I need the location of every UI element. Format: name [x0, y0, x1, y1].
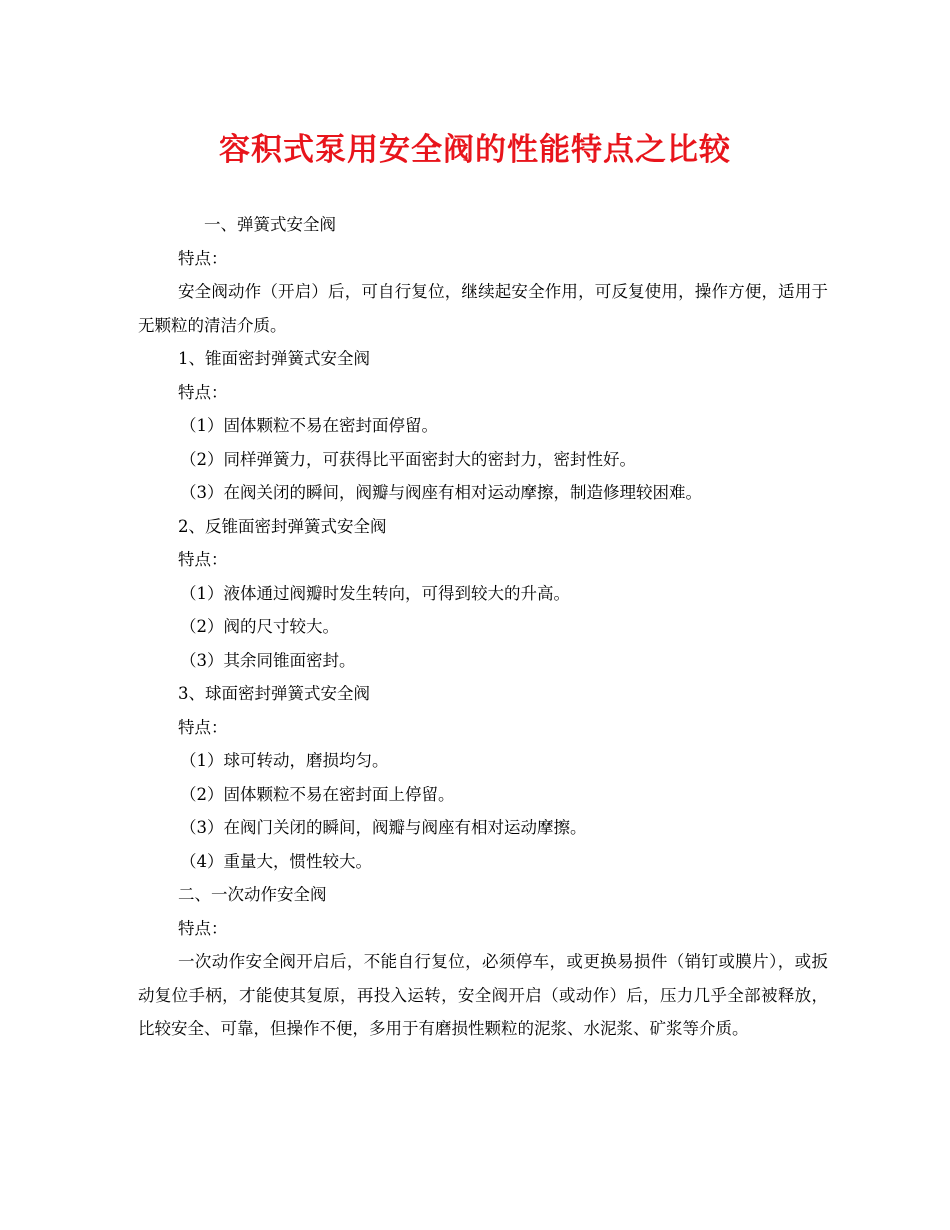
body-label: 1、锥面密封弹簧式安全阀: [178, 349, 370, 368]
body-paragraph: 一次动作安全阀开启后，不能自行复位，必须停车，或更换易损件（销钉或膜片），或扳动复位手柄，才能使其复原，再投入运转，安全阀开启（或动作）后，压力几乎全部被释放，比较安全、可靠，但操作不便，多用于有磨损性颗粒的泥浆、水泥浆、矿浆等介质。: [138, 952, 828, 1038]
list-item: （1）液体通过阀瓣时发生转向，可得到较大的升高。: [180, 583, 570, 603]
section-heading: 一、弹簧式安全阀: [204, 215, 336, 234]
document-body: [138, 208, 828, 1046]
list-item: （2）同样弹簧力，可获得比平面密封大的密封力，密封性好。: [180, 449, 636, 469]
body-label: 2、反锥面密封弹簧式安全阀: [178, 516, 387, 536]
body-label: 特点：: [178, 717, 228, 737]
list-item: （3）在阀关闭的瞬间，阀瓣与阀座有相对运动摩擦，制造修理较困难。: [180, 483, 702, 502]
list-item: （1）球可转动，磨损均匀。: [180, 751, 389, 770]
list-item: （3）其余同锥面密封。: [180, 650, 356, 670]
list-item: （1）固体颗粒不易在密封面停留。: [180, 416, 438, 435]
list-item: （3）在阀门关闭的瞬间，阀瓣与阀座有相对运动摩擦。: [180, 818, 587, 837]
document-title: 容积式泵用安全阀的性能特点之比较: [219, 132, 731, 168]
body-label: 特点：: [178, 382, 228, 402]
body-paragraph: 安全阀动作（开启）后，可自行复位，继续起安全作用，可反复使用，操作方便，适用于无颗粒的清洁介质。: [138, 282, 828, 335]
body-label: 二、一次动作安全阀: [178, 885, 327, 904]
body-label: 特点：: [178, 550, 228, 569]
list-item: （2）阀的尺寸较大。: [180, 617, 339, 636]
list-item: （2）固体颗粒不易在密封面上停留。: [180, 784, 455, 804]
body-label: 特点：: [178, 248, 228, 268]
list-item: （4）重量大，惯性较大。: [180, 851, 372, 871]
body-label: 3、球面密封弹簧式安全阀: [178, 684, 370, 703]
body-label: 特点：: [178, 918, 228, 938]
